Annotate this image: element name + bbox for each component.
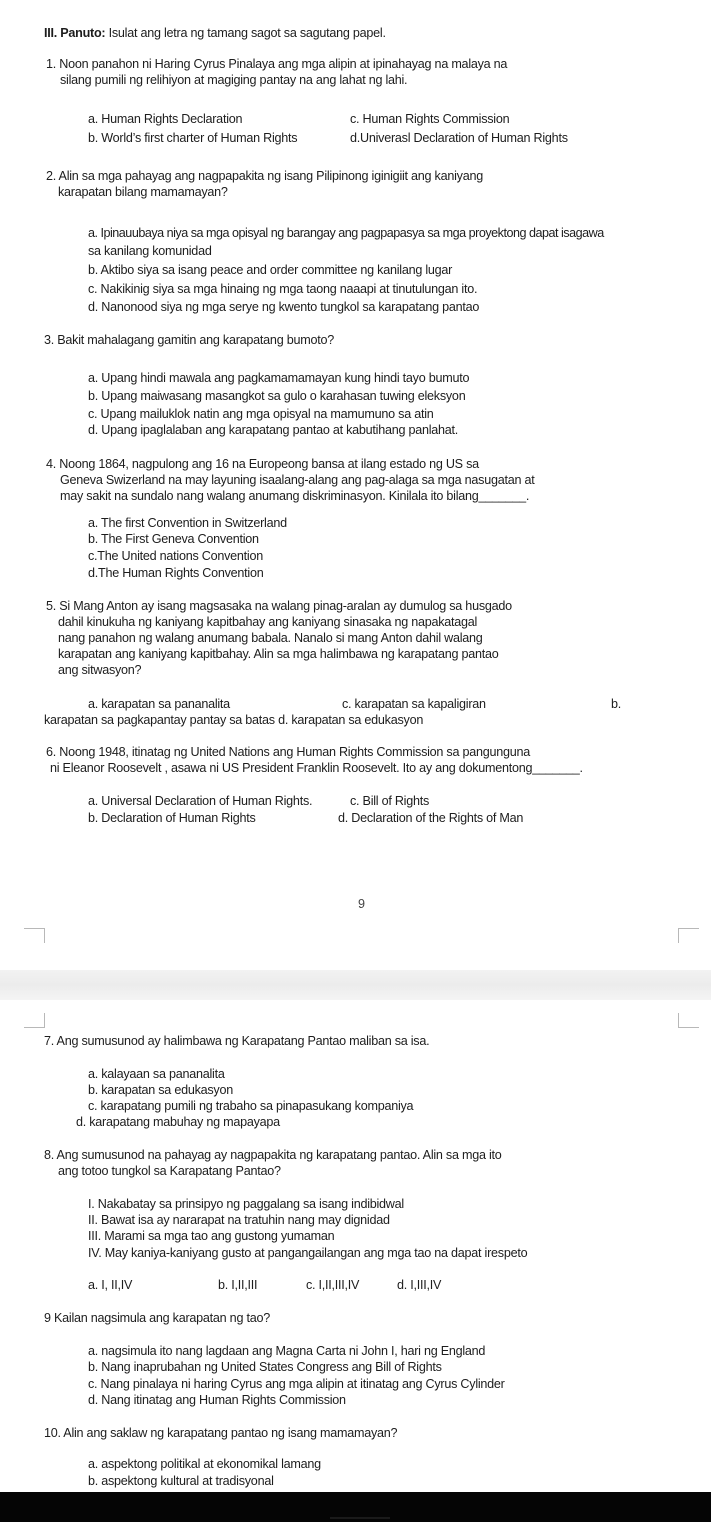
- crop-mark-top-right: [678, 1013, 699, 1028]
- q1-option-b: b. World’s first charter of Human Rights: [88, 131, 298, 145]
- q7-option-c: c. karapatang pumili ng trabaho sa pinapasukang kompaniya: [88, 1099, 414, 1113]
- q1-option-d: d.Univerasl Declaration of Human Rights: [350, 131, 568, 145]
- home-indicator: [330, 1517, 390, 1519]
- q6-text: ni Eleanor Roosevelt , asawa ni US President Franklin Roosevelt. Ito ay ang dokumentong_______.: [50, 761, 583, 775]
- q5-option-b-d: karapatan sa pagkapantay pantay sa batas d. karapatan sa edukasyon: [44, 713, 424, 727]
- q9-text: 9 Kailan nagsimula ang karapatan ng tao?: [44, 1311, 270, 1325]
- q4-text: 4. Noong 1864, nagpulong ang 16 na Europeong bansa at ilang estado ng US sa: [46, 457, 479, 471]
- q3-option-d: d. Upang ipaglalaban ang karapatang pantao at kabutihang panlahat.: [88, 423, 459, 437]
- q2-option-b: b. Aktibo siya sa isang peace and order committee ng kanilang lugar: [88, 263, 453, 277]
- q8-option-c: c. I,II,III,IV: [306, 1278, 360, 1292]
- q5-option-c: c. karapatan sa kapaligiran: [342, 697, 486, 711]
- q6-option-c: c. Bill of Rights: [350, 794, 430, 808]
- q5-text: 5. Si Mang Anton ay isang magsasaka na walang pinag-aralan ay dumulog sa husgado: [46, 599, 512, 613]
- crop-mark-top-left: [24, 1013, 45, 1028]
- q2-option-d: d. Nanonood siya ng mga serye ng kwento tungkol sa karapatang pantao: [88, 300, 480, 314]
- q5-text: nang panahon ng walang anumang babala. Nanalo si mang Anton dahil walang: [58, 631, 483, 645]
- q7-text: 7. Ang sumusunod ay halimbawa ng Karapatang Pantao maliban sa isa.: [44, 1034, 430, 1048]
- q7-option-d: d. karapatang mabuhay ng mapayapa: [76, 1115, 280, 1129]
- q5-option-b-marker: b.: [611, 697, 622, 711]
- q4-option-b: b. The First Geneva Convention: [88, 532, 259, 546]
- q6-option-b: b. Declaration of Human Rights: [88, 811, 256, 825]
- q2-option-a: sa kanilang komunidad: [88, 244, 212, 258]
- instructions-heading: [44, 25, 386, 41]
- q8-statement-ii: II. Bawat isa ay nararapat na tratuhin nang may dignidad: [88, 1213, 390, 1227]
- q8-text: ang totoo tungkol sa Karapatang Pantao?: [58, 1164, 281, 1178]
- q2-option-a: a. Ipinauubaya niya sa mga opisyal ng barangay ang pagpapasya sa mga proyektong dapat isagawa: [88, 226, 604, 240]
- q1-option-c: c. Human Rights Commission: [350, 112, 510, 126]
- q7-option-a: a. kalayaan sa pananalita: [88, 1067, 225, 1081]
- q6-option-d: d. Declaration of the Rights of Man: [338, 811, 524, 825]
- q5-text: ang sitwasyon?: [58, 663, 142, 677]
- page-number: 9: [358, 897, 365, 911]
- instructions-text: Isulat ang letra ng tamang sagot sa sagutang papel.: [105, 26, 386, 40]
- q5-text: karapatan ang kaniyang kapitbahay. Alin sa mga halimbawa ng karapatang pantao: [58, 647, 499, 661]
- crop-mark-bottom-left: [24, 928, 45, 943]
- q5-option-a: a. karapatan sa pananalita: [88, 697, 230, 711]
- q3-option-a: a. Upang hindi mawala ang pagkamamamayan kung hindi tayo bumuto: [88, 371, 470, 385]
- worksheet-page-2: [0, 1000, 711, 1492]
- q2-text: 2. Alin sa mga pahayag ang nagpapakita ng isang Pilipinong iginigiit ang kaniyang: [46, 169, 483, 183]
- instructions-label: III. Panuto:: [44, 26, 106, 40]
- q9-option-d: d. Nang itinatag ang Human Rights Commission: [88, 1393, 346, 1407]
- page-separator: [0, 970, 711, 1000]
- q2-text: karapatan bilang mamamayan?: [58, 185, 228, 199]
- q4-text: Geneva Swizerland na may layuning isaalang-alang ang pag-alaga sa mga nasugatan at: [60, 473, 535, 487]
- q8-option-a: a. I, II,IV: [88, 1278, 133, 1292]
- q5-text: dahil kinukuha ng kaniyang kapitbahay ang kaniyang sinasaka ng napakatagal: [58, 615, 478, 629]
- q10-text: 10. Alin ang saklaw ng karapatang pantao ng isang mamamayan?: [44, 1426, 398, 1440]
- q4-option-c: c.The United nations Convention: [88, 549, 263, 563]
- q10-option-b: b. aspektong kultural at tradisyonal: [88, 1474, 274, 1488]
- q9-option-c: c. Nang pinalaya ni haring Cyrus ang mga alipin at itinatag ang Cyrus Cylinder: [88, 1377, 505, 1391]
- q1-text: 1. Noon panahon ni Haring Cyrus Pinalaya ang mga alipin at ipinahayag na malaya na: [46, 57, 508, 71]
- q4-option-a: a. The first Convention in Switzerland: [88, 516, 287, 530]
- q8-text: 8. Ang sumusunod na pahayag ay nagpapakita ng karapatang pantao. Alin sa mga ito: [44, 1148, 502, 1162]
- q4-option-d: d.The Human Rights Convention: [88, 566, 264, 580]
- q8-statement-iii: III. Marami sa mga tao ang gustong yumaman: [88, 1229, 335, 1243]
- q9-option-a: a. nagsimula ito nang lagdaan ang Magna Carta ni John I, hari ng England: [88, 1344, 486, 1358]
- q8-option-d: d. I,III,IV: [397, 1278, 442, 1292]
- q4-text: may sakit na sundalo nang walang anumang diskriminasyon. Kinilala ito bilang_______.: [60, 489, 530, 503]
- q7-option-b: b. karapatan sa edukasyon: [88, 1083, 233, 1097]
- q6-text: 6. Noong 1948, itinatag ng United Nations ang Human Rights Commission sa pangunguna: [46, 745, 531, 759]
- q6-option-a: a. Universal Declaration of Human Rights.: [88, 794, 313, 808]
- q8-statement-iv: IV. May kaniya-kaniyang gusto at pangangailangan ang mga tao na dapat irespeto: [88, 1246, 528, 1260]
- q3-option-b: b. Upang maiwasang masangkot sa gulo o karahasan tuwing eleksyon: [88, 389, 466, 403]
- q8-option-b: b. I,II,III: [218, 1278, 258, 1292]
- bottom-bar: [0, 1492, 711, 1522]
- q9-option-b: b. Nang inaprubahan ng United States Congress ang Bill of Rights: [88, 1360, 442, 1374]
- q1-option-a: a. Human Rights Declaration: [88, 112, 243, 126]
- q3-text: 3. Bakit mahalagang gamitin ang karapatang bumoto?: [44, 333, 334, 347]
- q10-option-a: a. aspektong politikal at ekonomikal lamang: [88, 1457, 321, 1471]
- q1-text: silang pumili ng relihiyon at magiging pantay na ang lahat ng lahi.: [60, 73, 408, 87]
- crop-mark-bottom-right: [678, 928, 699, 943]
- q8-statement-i: I. Nakabatay sa prinsipyo ng paggalang sa isang indibidwal: [88, 1197, 404, 1211]
- q3-option-c: c. Upang mailuklok natin ang mga opisyal na mamumuno sa atin: [88, 407, 434, 421]
- q2-option-c: c. Nakikinig siya sa mga hinaing ng mga taong naaapi at tinutulungan ito.: [88, 282, 478, 296]
